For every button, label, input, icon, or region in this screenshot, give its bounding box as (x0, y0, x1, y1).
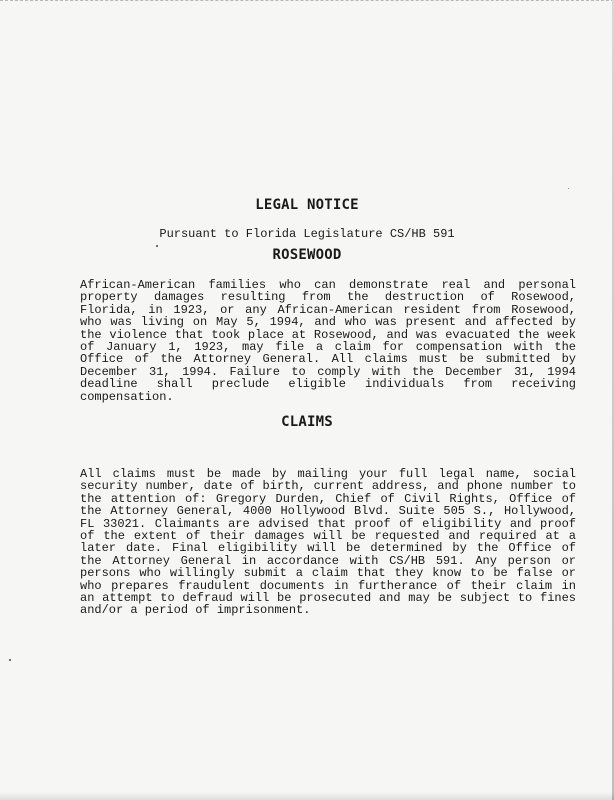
page-top-border (0, 0, 614, 9)
rosewood-heading: ROSEWOOD (272, 247, 342, 263)
claims-heading: CLAIMS (281, 414, 333, 430)
claims-paragraph: All claims must be made by mailing your full legal name, social security number, date of birth, current address, and phone number to the attention of: Gregory Durden, Chief of Civil Rights, Office of the Attorney General, 4000 Hollywood Blvd. Suite 505 S., Hollywood, FL 33021. Claimants are advised that proof of eligibility and proof of the extent of their damages will be requested and required at a later date. Final eligibility will be determined by the Office of the Attorney General in accordance with CS/HB 591. Any person or persons who willingly submit a claim that they know to be false or who prepares fraudulent documents in furtherance of their claim in an attempt to defraud will be prosecuted and may be subject to fines and/or a period of imprisonment. (80, 467, 576, 618)
page-bottom-shadow (0, 792, 614, 800)
scan-speck (9, 659, 11, 661)
notice-subtitle: Pursuant to Florida Legislature CS/HB 591 (159, 227, 455, 241)
scan-speck (568, 188, 569, 189)
notice-title: LEGAL NOTICE (255, 197, 359, 213)
rosewood-paragraph: African-American families who can demonstrate real and personal property damages resulting from the destruction of Rosewood, Florida, in 1923, or any African-American resident from Rosewood, who was living on May 5, 1994, and who was present and affected by the violence that took place at Rosewood, and was evacuated the week of January 1, 1923, may file a claim for compensation with the Office of the Attorney General. All claims must be submitted by December 31, 1994. Failure to comply with the December 31, 1994 deadline shall preclude eligible individuals from receiving compensation. (80, 278, 576, 404)
